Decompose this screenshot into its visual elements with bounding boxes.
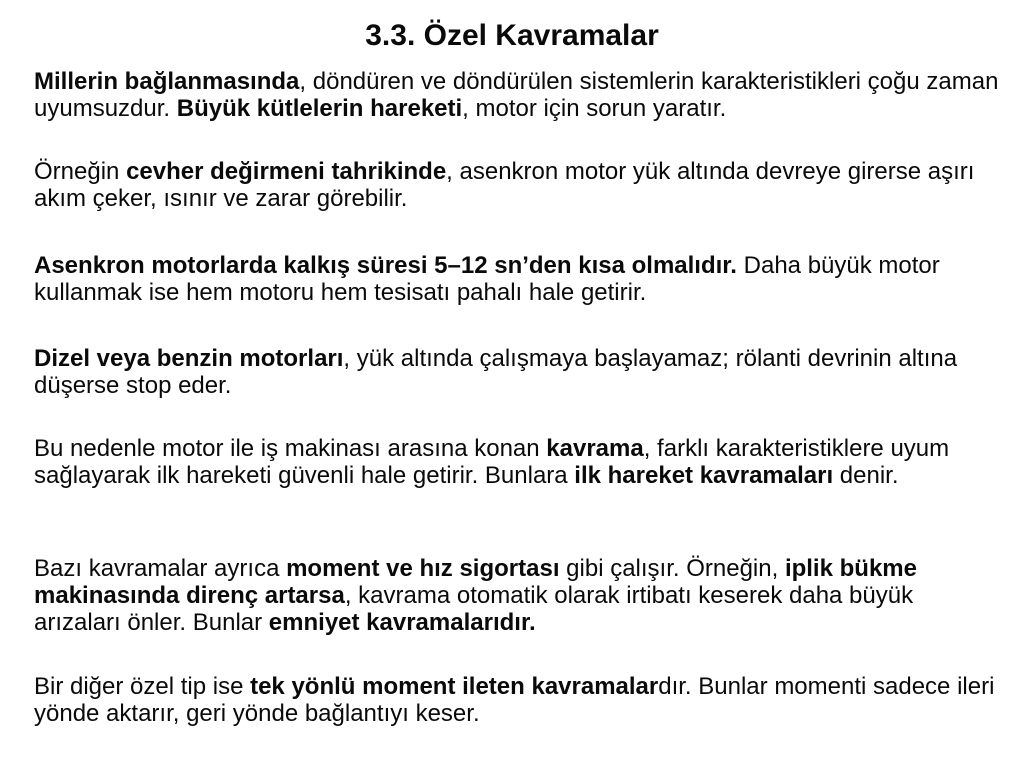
text: dır. Bunlar momenti sadece ileri yönde aktarır, geri yönde bağlantıyı keser.	[34, 673, 995, 727]
bold-text: Asenkron motorlarda kalkış süresi 5–12 sn’den kısa olmalıdır.	[34, 252, 737, 279]
bold-text: ilk hareket kavramaları	[574, 462, 834, 489]
text: Bu nedenle motor ile iş makinası arasına konan	[34, 435, 547, 462]
bold-text: tek yönlü moment ileten kavramalar	[250, 673, 659, 700]
bold-text: Dizel veya benzin motorları	[34, 345, 344, 372]
paragraph-6	[34, 555, 1004, 636]
text: denir.	[833, 462, 899, 489]
text: Bazı kavramalar ayrıca	[34, 555, 287, 582]
bold-text: kavrama	[546, 435, 644, 462]
slide-title: 3.3. Özel Kavramalar	[365, 19, 659, 52]
bold-text: moment ve hız sigortası	[286, 555, 560, 582]
bold-text: Millerin bağlanmasında	[34, 68, 300, 95]
paragraph-4	[34, 345, 1004, 399]
paragraph-3	[34, 252, 1004, 306]
text: gibi çalışır. Örneğin,	[559, 555, 785, 582]
bold-text: cevher değirmeni tahrikinde	[126, 158, 447, 185]
text: Bir diğer özel tip ise	[34, 673, 251, 700]
text: Örneğin	[34, 158, 127, 185]
bold-text: iplik bükme makinasında direnç artarsa	[34, 555, 917, 609]
text: , yük altında çalışmaya başlayamaz; rölanti devrinin altına düşerse stop eder.	[34, 345, 958, 399]
text: , asenkron motor yük altında devreye girerse aşırı akım çeker, ısınır ve zarar görebilir.	[34, 158, 975, 212]
text: , döndüren ve döndürülen sistemlerin karakteristikleri çoğu zaman uyumsuzdur.	[34, 68, 999, 122]
text: Daha büyük motor kullanmak ise hem motoru hem tesisatı pahalı hale getirir.	[34, 252, 940, 306]
bold-text: Büyük kütlelerin hareketi	[176, 95, 463, 122]
text: , farklı karakteristiklere uyum sağlayarak ilk hareketi güvenli hale getirir. Bunlara	[34, 435, 950, 489]
bold-text: emniyet kavramalarıdır.	[268, 609, 536, 636]
paragraph-7	[34, 673, 1004, 727]
paragraph-5	[34, 435, 1004, 489]
paragraph-2	[34, 158, 1004, 212]
text: , motor için sorun yaratır.	[462, 95, 727, 122]
text: , kavrama otomatik olarak irtibatı keserek daha büyük arızaları önler. Bunlar	[34, 582, 914, 636]
paragraph-1	[34, 68, 1004, 122]
